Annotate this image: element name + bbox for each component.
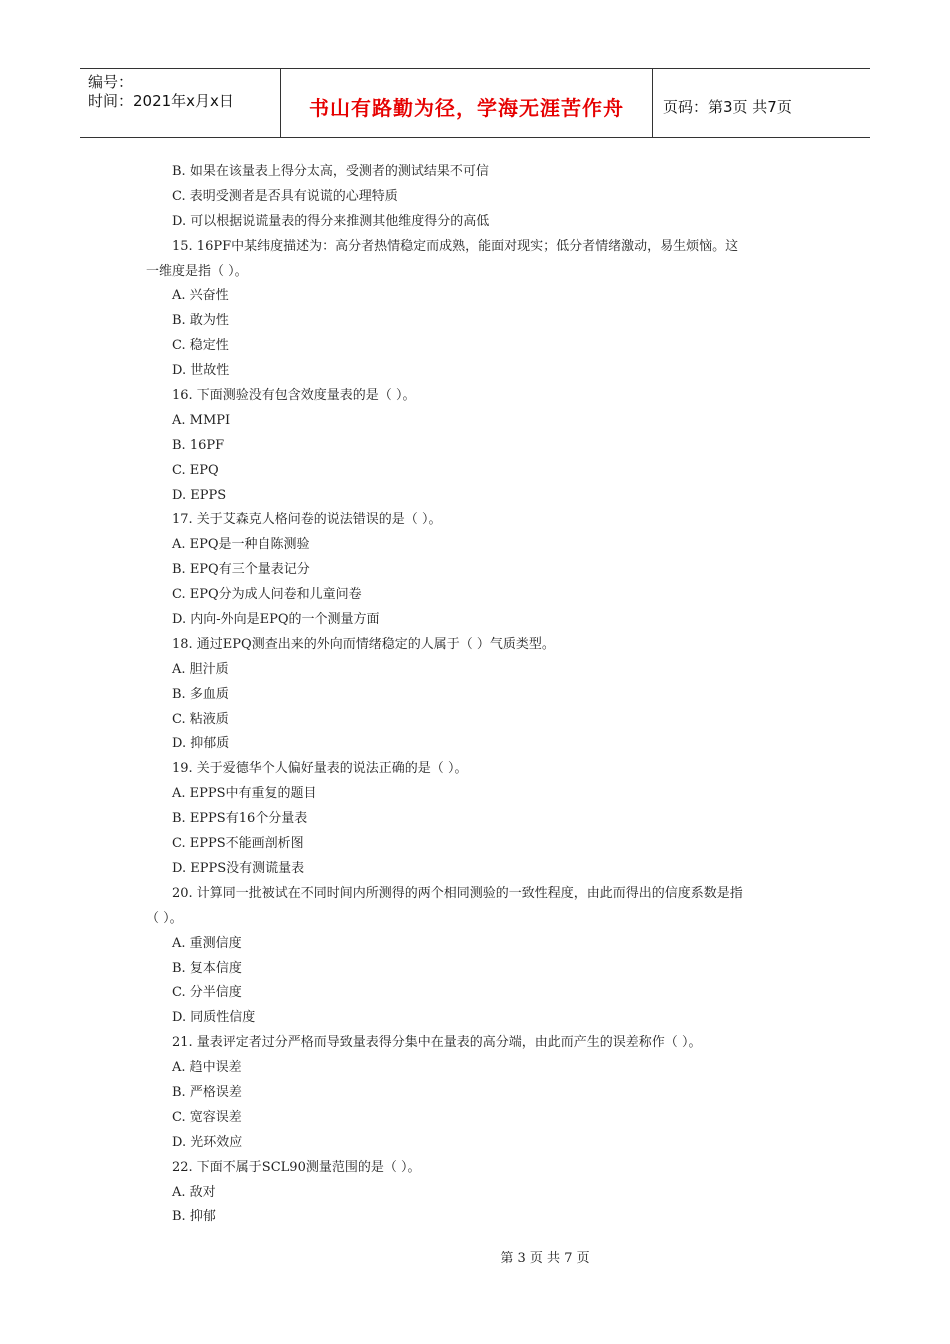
question-20: 20. 计算同一批被试在不同时间内所测得的两个相同测验的一致性程度，由此而得出的信度系数是指 <box>172 885 743 901</box>
option-line: D. 抑郁质 <box>172 736 230 752</box>
option-line: A. EPQ是一种自陈测验 <box>172 537 310 553</box>
question-18: 18. 通过EPQ测查出来的外向而情绪稳定的人属于（ ）气质类型。 <box>172 636 555 652</box>
option-line: C. 稳定性 <box>172 338 229 354</box>
question-17: 17. 关于艾森克人格问卷的说法错误的是（ ）。 <box>172 512 442 528</box>
option-line: A. EPPS中有重复的题目 <box>172 786 317 802</box>
option-line: A. MMPI <box>172 412 231 428</box>
question-21: 21. 量表评定者过分严格而导致量表得分集中在量表的高分端，由此而产生的误差称作（ ）。 <box>172 1035 702 1051</box>
option-line: B. 敢为性 <box>172 313 229 329</box>
time-label: 时间：2021年x月x日 <box>88 92 234 110</box>
option-line: C. 分半信度 <box>172 985 242 1001</box>
option-line: A. 兴奋性 <box>172 288 229 304</box>
option-line: D. 同质性信度 <box>172 1010 256 1026</box>
option-line: B. 16PF <box>172 437 225 453</box>
option-line: A. 趋中误差 <box>172 1060 242 1076</box>
text-line: B. 如果在该量表上得分太高，受测者的测试结果不可信 <box>172 164 489 179</box>
option-line: D. EPPS <box>172 487 227 503</box>
option-line: C. EPPS不能画剖析图 <box>172 836 304 852</box>
option-line: A. 敌对 <box>172 1184 216 1200</box>
option-line: C. EPQ分为成人问卷和儿童问卷 <box>172 587 362 603</box>
document-body <box>146 160 806 1230</box>
option-line: A. 胆汁质 <box>172 661 229 677</box>
option-line: C. 宽容误差 <box>172 1109 242 1125</box>
option-line: B. 抑郁 <box>172 1209 216 1225</box>
header-page-info <box>653 69 870 137</box>
option-line: B. 复本信度 <box>172 960 242 976</box>
question-16: 16. 下面测验没有包含效度量表的是（ ）。 <box>172 388 416 404</box>
option-line: B. EPPS有16个分量表 <box>172 811 308 827</box>
text-line: C. 表明受测者是否具有说谎的心理特质 <box>172 188 398 204</box>
motto-text: 书山有路勤为径，学海无涯苦作舟 <box>309 95 624 120</box>
page-footer: 第 3 页 共 7 页 <box>500 1251 590 1266</box>
question-15: 15. 16PF中某纬度描述为：高分者热情稳定而成熟，能面对现实；低分者情绪激动，易生烦恼。这 <box>172 238 739 254</box>
header-motto <box>281 69 653 137</box>
option-line: B. EPQ有三个量表记分 <box>172 562 310 578</box>
page-label: 页码：第3页 共7页 <box>663 97 792 116</box>
option-line: C. 粘液质 <box>172 711 229 727</box>
question-22: 22. 下面不属于SCL90测量范围的是（ ）。 <box>172 1159 421 1175</box>
text-line: 一维度是指（ ）。 <box>146 263 248 279</box>
option-line: B. 多血质 <box>172 686 229 702</box>
option-line: D. 内向-外向是EPQ的一个测量方面 <box>172 612 380 628</box>
option-line: B. 严格误差 <box>172 1084 242 1100</box>
option-line: D. EPPS没有测谎量表 <box>172 860 305 876</box>
text-line: D. 可以根据说谎量表的得分来推测其他维度得分的高低 <box>172 213 490 229</box>
option-line: C. EPQ <box>172 462 219 478</box>
option-line: D. 光环效应 <box>172 1134 243 1150</box>
option-line: D. 世故性 <box>172 363 230 379</box>
header-meta <box>80 69 281 137</box>
option-line: A. 重测信度 <box>172 935 242 951</box>
page-header <box>80 68 870 138</box>
serial-label: 编号： <box>88 73 134 91</box>
question-19: 19. 关于爱德华个人偏好量表的说法正确的是（ ）。 <box>172 761 468 777</box>
text-line: （ ）。 <box>146 910 183 926</box>
